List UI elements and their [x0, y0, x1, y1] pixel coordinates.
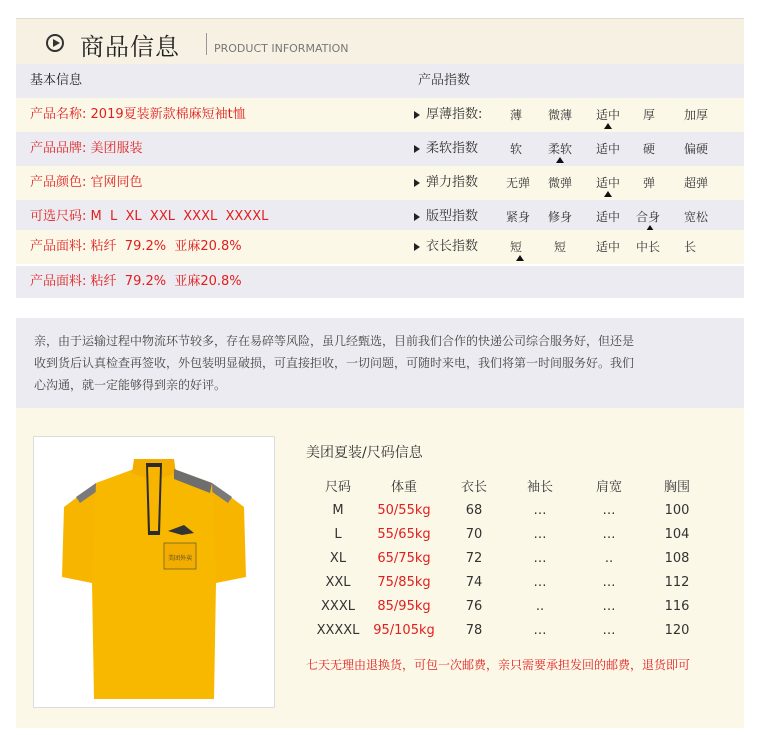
basic-info-heading: 基本信息: [30, 73, 83, 88]
info-row: [16, 98, 744, 132]
selected-marker-icon: [556, 157, 564, 163]
weight-cell: 85/95kg: [377, 598, 431, 614]
chest-cell: 100: [664, 502, 690, 518]
length-cell: 78: [465, 622, 483, 638]
col-shoulder: 肩宽: [595, 479, 622, 495]
length-cell: 70: [465, 526, 483, 542]
index-option: 薄: [510, 108, 523, 122]
col-length: 衣长: [460, 479, 487, 495]
thickness-index-label: 厚薄指数:: [414, 98, 482, 132]
index-option: 中长: [636, 240, 661, 254]
weight-cell: 55/65kg: [377, 526, 431, 542]
shoulder-cell: …: [602, 598, 616, 614]
info-row: [16, 132, 744, 166]
col-sleeve: 袖长: [526, 479, 553, 495]
table-row: [312, 546, 712, 570]
play-circle-icon: [46, 34, 64, 52]
weight-cell: 75/85kg: [377, 574, 431, 590]
shoulder-cell: …: [602, 526, 616, 542]
product-index-heading: 产品指数: [418, 73, 471, 88]
index-option: 适中: [596, 176, 621, 190]
index-option: 硬: [643, 142, 656, 156]
info-row: [16, 266, 744, 298]
title-divider: [206, 33, 207, 55]
index-option: 适中: [596, 240, 621, 254]
index-option: 修身: [548, 210, 573, 224]
product-photo: [33, 436, 275, 708]
chest-cell: 104: [664, 526, 690, 542]
chest-cell: 108: [664, 550, 690, 566]
triangle-right-icon: [414, 243, 420, 251]
length-index-label: 衣长指数: [414, 230, 478, 264]
index-option: 短: [554, 240, 567, 254]
size-section: [16, 408, 744, 728]
product-fabric: 产品面料: 粘纤 79.2% 亚麻20.8%: [30, 274, 242, 289]
product-fabric: 产品面料: 粘纤 79.2% 亚麻20.8%: [30, 239, 242, 254]
shoulder-cell: ..: [604, 550, 614, 566]
info-row: [16, 230, 744, 264]
index-option: 无弹: [506, 176, 531, 190]
elasticity-index-label: 弹力指数: [414, 166, 478, 200]
svg-text:美团外卖: 美团外卖: [167, 555, 193, 562]
section-title: 商品信息: [80, 33, 180, 61]
index-option: 长: [684, 240, 697, 254]
selected-marker-icon: [604, 191, 612, 197]
info-row: [16, 200, 744, 234]
return-policy-text: 七天无理由退换货，可包一次邮费，亲只需要承担发回的邮费，退货即可: [306, 658, 691, 672]
chest-cell: 120: [664, 622, 690, 638]
size-table: [312, 472, 712, 642]
available-sizes: 可选尺码: M L XL XXL XXXL XXXXL: [30, 209, 269, 224]
softness-index-label: 柔软指数: [414, 132, 478, 166]
chest-cell: 116: [664, 598, 690, 614]
sleeve-cell: …: [533, 574, 547, 590]
shipping-notice: [16, 318, 744, 408]
triangle-right-icon: [414, 145, 420, 153]
sleeve-cell: …: [533, 622, 547, 638]
notice-line: 亲，由于运输过程中物流环节较多，存在易碎等风险，虽几经甄选，目前我们合作的快递公司综合服务好，但还是: [34, 334, 635, 348]
yellow-polo-shirt-image: [34, 437, 274, 707]
table-row: [312, 522, 712, 546]
index-option: 弹: [643, 176, 656, 190]
product-brand: 产品品牌: 美团服装: [30, 141, 143, 156]
col-weight: 体重: [390, 479, 417, 495]
length-cell: 68: [465, 502, 483, 518]
size-cell: XXL: [325, 574, 351, 590]
sleeve-cell: ..: [535, 598, 545, 614]
table-row: [312, 618, 712, 642]
index-option: 加厚: [684, 108, 709, 122]
size-cell: XXXL: [321, 598, 355, 614]
index-option: 柔软: [548, 142, 573, 156]
fit-index-label: 版型指数: [414, 200, 478, 234]
index-option: 软: [510, 142, 523, 156]
size-cell: XL: [329, 550, 347, 566]
chest-cell: 112: [664, 574, 690, 590]
info-row: [16, 166, 744, 200]
selected-marker-icon: [516, 255, 524, 261]
selected-marker-icon: [604, 123, 612, 129]
triangle-right-icon: [414, 179, 420, 187]
product-color: 产品颜色: 官网同色: [30, 175, 143, 190]
size-cell: M: [332, 502, 344, 518]
index-option: 超弹: [684, 176, 709, 190]
info-heading-row: [16, 64, 744, 98]
weight-cell: 95/105kg: [373, 622, 435, 638]
sleeve-cell: …: [533, 526, 547, 542]
sleeve-cell: …: [533, 550, 547, 566]
col-chest: 胸围: [663, 479, 690, 495]
index-option: 适中: [596, 108, 621, 122]
shoulder-cell: …: [602, 502, 616, 518]
index-option: 微薄: [548, 108, 573, 122]
triangle-right-icon: [414, 213, 420, 221]
weight-cell: 50/55kg: [377, 502, 431, 518]
index-option: 紧身: [506, 210, 531, 224]
size-chart-title: 美团夏装/尺码信息: [306, 445, 423, 461]
col-size: 尺码: [324, 479, 351, 495]
size-cell: XXXXL: [316, 622, 360, 638]
index-option: 微弹: [548, 176, 573, 190]
notice-line: 心沟通，就一定能够得到亲的好评。: [34, 378, 227, 392]
index-option: 适中: [596, 210, 621, 224]
length-cell: 72: [465, 550, 483, 566]
size-cell: L: [334, 526, 342, 542]
section-header: [16, 18, 744, 64]
index-option: 合身: [636, 210, 661, 224]
index-option: 偏硬: [684, 142, 709, 156]
triangle-right-icon: [414, 111, 420, 119]
table-row: [312, 594, 712, 618]
length-cell: 74: [465, 574, 483, 590]
product-name: 产品名称: 2019夏装新款棉麻短袖t恤: [30, 107, 246, 122]
table-row: [312, 570, 712, 594]
sleeve-cell: …: [533, 502, 547, 518]
size-table-header: [312, 472, 712, 498]
table-row: [312, 498, 712, 522]
shoulder-cell: …: [602, 622, 616, 638]
notice-line: 收到货后认真检查再签收，外包装明显破损，可直接拒收，一切问题，可随时来电，我们将第一时间服务好。我们: [34, 356, 635, 370]
shoulder-cell: …: [602, 574, 616, 590]
weight-cell: 65/75kg: [377, 550, 431, 566]
length-cell: 76: [465, 598, 483, 614]
index-option: 宽松: [684, 210, 709, 224]
index-option: 厚: [643, 108, 656, 122]
index-option: 短: [510, 240, 523, 254]
section-subtitle: PRODUCT INFORMATION: [214, 42, 349, 55]
index-option: 适中: [596, 142, 621, 156]
